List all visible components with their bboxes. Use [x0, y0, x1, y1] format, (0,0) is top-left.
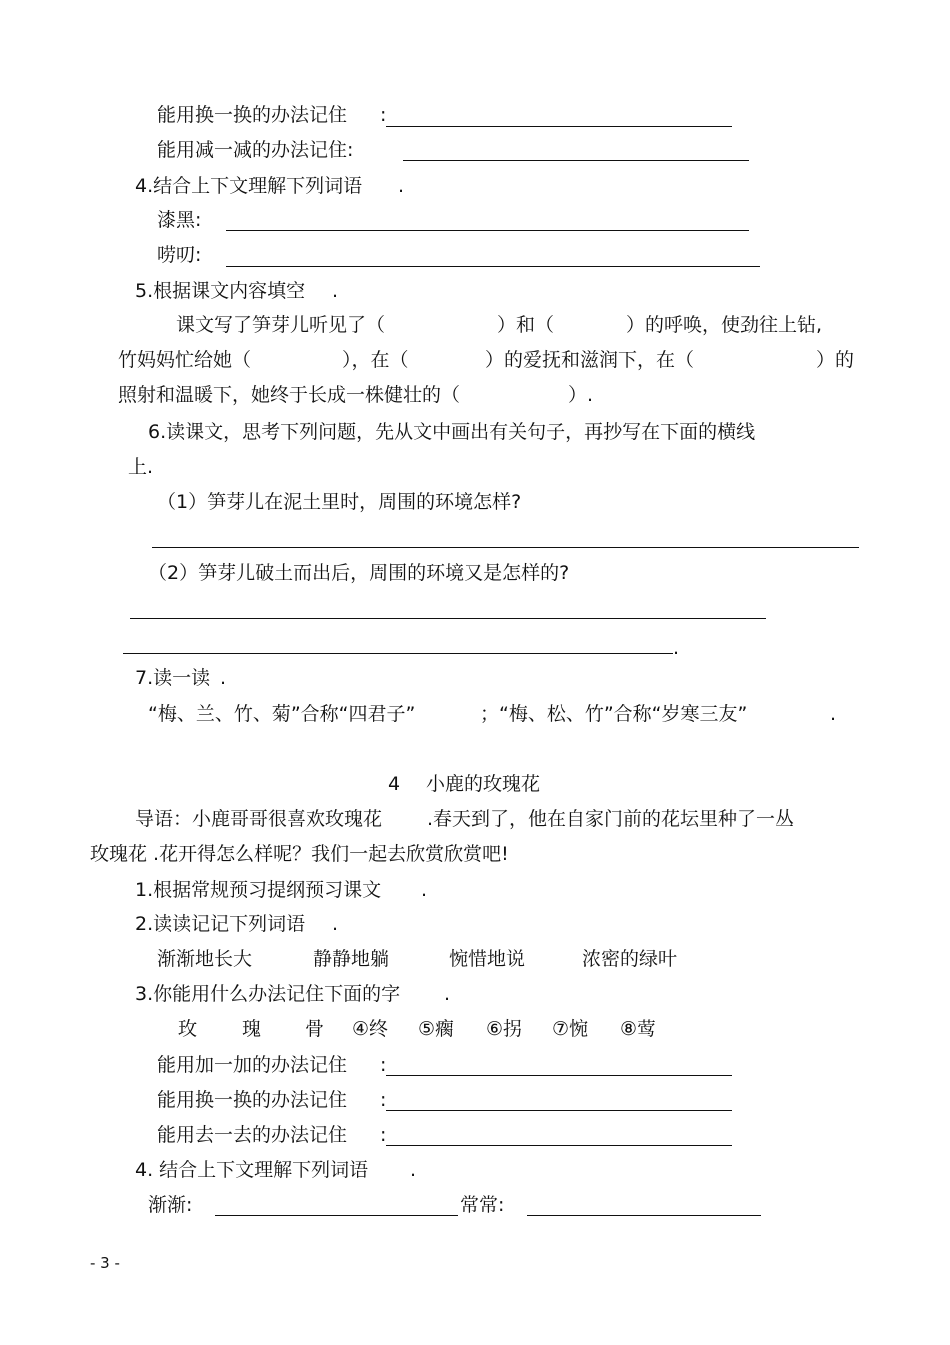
character-item: ⑦惋 — [552, 1018, 589, 1040]
question-4-heading: 4.结合上下文理解下列词语 — [135, 175, 363, 197]
vocab-word: 浓密的绿叶 — [582, 948, 678, 970]
fill-blank-line2-part-d: ）的 — [816, 349, 855, 371]
lesson-intro-line1-part-a: 导语：小鹿哥哥很喜欢玫瑰花 — [135, 808, 383, 830]
vocab-word: 渐渐地长大 — [157, 948, 253, 970]
remove-method-colon: : — [380, 1124, 387, 1146]
character-item: ⑥拐 — [486, 1018, 523, 1040]
character-item: ⑤瘸 — [418, 1018, 455, 1040]
fill-blank-line3-part-a: 照射和温暖下，她终于长成一株健壮的（ — [118, 384, 461, 406]
word-laodao-answer-line[interactable] — [226, 266, 760, 267]
lesson-question-1-dot: . — [421, 879, 428, 901]
lesson-intro-line2: 玫瑰花 .花开得怎么样呢？我们一起去欣赏欣赏吧! — [90, 843, 509, 865]
question-7-text-three-friends: ；“梅、松、竹”合称“岁寒三友” — [480, 703, 748, 725]
swap-method-colon: : — [380, 104, 387, 126]
add-method-label: 能用加一加的办法记住 — [157, 1054, 348, 1076]
lesson-question-3-dot: . — [444, 983, 451, 1005]
question-6-heading: 6.读课文，思考下列问题，先从文中画出有关句子，再抄写在下面的横线 — [148, 421, 756, 443]
character-item: 玫 — [178, 1018, 198, 1040]
word-jianjian-answer-line[interactable] — [215, 1215, 458, 1216]
word-changchang-label: 常常: — [460, 1194, 505, 1216]
fill-blank-line3-part-b: ）. — [568, 384, 594, 406]
lesson-question-3: 3.你能用什么办法记住下面的字 — [135, 983, 401, 1005]
lesson-question-1: 1.根据常规预习提纲预习课文 — [135, 879, 382, 901]
question-4-dot: . — [398, 175, 405, 197]
lesson-question-2: 2.读读记记下列词语 — [135, 913, 306, 935]
swap-method-label-2: 能用换一换的办法记住 — [157, 1089, 348, 1111]
vocab-word: 惋惜地说 — [449, 948, 526, 970]
question-5-dot: . — [332, 280, 339, 302]
question-7-text-four-gentlemen: “梅、兰、竹、菊”合称“四君子” — [148, 703, 416, 725]
question-5-heading: 5.根据课文内容填空 — [135, 280, 306, 302]
lesson-question-4: 4. 结合上下文理解下列词语 — [135, 1159, 369, 1181]
vocab-word: 静静地躺 — [313, 948, 390, 970]
lesson-question-4-dot: . — [410, 1159, 417, 1181]
question-7-dot: . — [220, 667, 227, 689]
character-item: 瑰 — [242, 1018, 262, 1040]
fill-blank-line1-part-b: ）和（ — [497, 314, 555, 336]
lesson-intro-line1-part-b: .春天到了，他在自家门前的花坛里种了一丛 — [427, 808, 795, 830]
fill-blank-line1-part-c: ）的呼唤，使劲往上钻, — [626, 314, 823, 336]
question-7-end-dot: . — [830, 703, 837, 725]
word-jianjian-label: 渐渐: — [148, 1194, 193, 1216]
lesson-title: 小鹿的玫瑰花 — [426, 773, 541, 795]
word-qihei-answer-line[interactable] — [226, 230, 749, 231]
subtract-method-label: 能用减一减的办法记住: — [157, 139, 354, 161]
fill-blank-line2-part-b: ），在（ — [342, 349, 409, 371]
word-laodao-label: 唠叨: — [157, 244, 202, 266]
fill-blank-line2-part-c: ）的爱抚和滋润下，在（ — [485, 349, 695, 371]
character-item: ④终 — [352, 1018, 389, 1040]
question-6-sub-1-answer-line[interactable] — [152, 547, 859, 548]
swap-method-answer-line[interactable] — [386, 126, 732, 127]
swap-method-answer-line-2[interactable] — [386, 1110, 732, 1111]
fill-blank-line2-part-a: 竹妈妈忙给她（ — [118, 349, 252, 371]
character-item: 骨 — [305, 1018, 325, 1040]
lesson-question-2-dot: . — [332, 913, 339, 935]
word-changchang-answer-line[interactable] — [527, 1215, 761, 1216]
page-number: - 3 - — [90, 1254, 120, 1272]
question-6-heading-continued: 上. — [128, 456, 154, 478]
add-method-colon: : — [380, 1054, 387, 1076]
swap-method-colon-2: : — [380, 1089, 387, 1111]
question-6-sub-1: （1）笋芽儿在泥土里时，周围的环境怎样? — [157, 491, 522, 513]
add-method-answer-line[interactable] — [386, 1075, 732, 1076]
character-item: ⑧莺 — [620, 1018, 657, 1040]
question-6-end-dot: . — [673, 637, 680, 659]
lesson-number: 4 — [388, 773, 401, 795]
word-qihei-label: 漆黑: — [157, 209, 202, 231]
question-7-heading: 7.读一读 — [135, 667, 211, 689]
question-6-sub-2: （2）笋芽儿破土而出后，周围的环境又是怎样的? — [148, 562, 570, 584]
swap-method-label: 能用换一换的办法记住 — [157, 104, 348, 126]
remove-method-label: 能用去一去的办法记住 — [157, 1124, 348, 1146]
question-6-sub-2-answer-line-2[interactable] — [123, 653, 673, 654]
subtract-method-answer-line[interactable] — [403, 160, 749, 161]
fill-blank-line1-part-a: 课文写了笋芽儿听见了（ — [176, 314, 386, 336]
remove-method-answer-line[interactable] — [386, 1145, 732, 1146]
question-6-sub-2-answer-line-1[interactable] — [130, 618, 766, 619]
